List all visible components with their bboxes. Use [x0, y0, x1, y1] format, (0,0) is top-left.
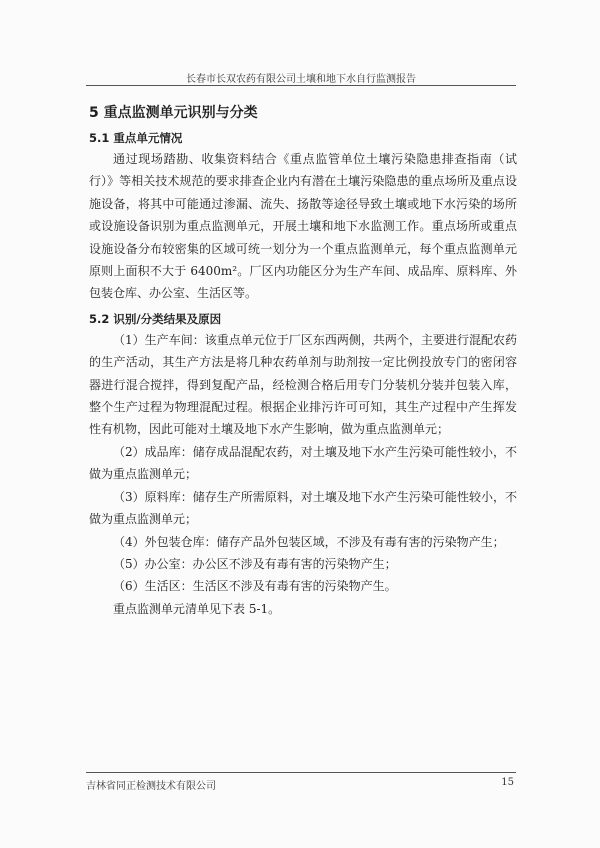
- footer-company: 吉林省同正检测技术有限公司: [86, 781, 216, 792]
- subsection-title-5-1: 5.1 重点单元情况: [89, 131, 183, 145]
- list-item-living-area: （6）生活区：生活区不涉及有毒有害的污染物产生。: [113, 579, 397, 594]
- list-item-raw-material-warehouse: （3）原料库：储存生产所需原料，对土壤及地下水产生污染可能性较小，不做为重点监测单元；: [89, 489, 517, 527]
- subsection-title-5-2: 5.2 识别/分类结果及原因: [89, 311, 222, 326]
- section-title: 5 重点监测单元识别与分类: [89, 105, 258, 121]
- closing-paragraph: 重点监测单元清单见下表 5-1。: [113, 601, 281, 616]
- list-item-finished-goods-warehouse: （2）成品库：储存成品混配农药，对土壤及地下水产生污染可能性较小，不做为重点监测单元；: [89, 444, 517, 482]
- paragraph-5-1: 通过现场踏勘、收集资料结合《重点监管单位土壤污染隐患排查指南（试行）》等相关技术规范的要求排查企业内有潜在土壤污染隐患的重点场所及重点设施设备，将其中可能通过渗漏、流失、扬散等途径导致土壤或地下水污染的场所或设施设备识别为重点监测单元，开展土壤和地下水监测工作。重点场所或重点设施设备分布较密集的区域可统一划分为一个重点监测单元，每个重点监测单元原则上面积不大于 6400m²。厂区内功能区分为生产车间、成品库、原料库、外包装仓库、办公室、生活区等。: [89, 152, 517, 301]
- footer-divider: [86, 772, 516, 773]
- page-content: [89, 102, 517, 620]
- list-item-office: （5）办公室：办公区不涉及有毒有害的污染物产生；: [113, 556, 397, 571]
- page-header: 长春市长双农药有限公司土壤和地下水自行监测报告: [186, 74, 416, 85]
- list-item-packaging-warehouse: （4）外包装仓库：储存产品外包装区域，不涉及有毒有害的污染物产生；: [113, 534, 505, 549]
- list-item-production-workshop: （1）生产车间：该重点单元位于厂区东西两侧，共两个，主要进行混配农药的生产活动，其生产方法是将几种农药单剂与助剂按一定比例投放专门的密闭容器进行混合搅拌，得到复配产品，经检测合格后用专门分装机分装并包装入库，整个生产过程为物理混配过程。根据企业排污许可可知，其生产过程中产生挥发性有机物，因此可能对土壤及地下水产生影响，做为重点监测单元；: [89, 332, 517, 437]
- header-divider: [86, 85, 516, 86]
- page-number: 15: [501, 777, 514, 788]
